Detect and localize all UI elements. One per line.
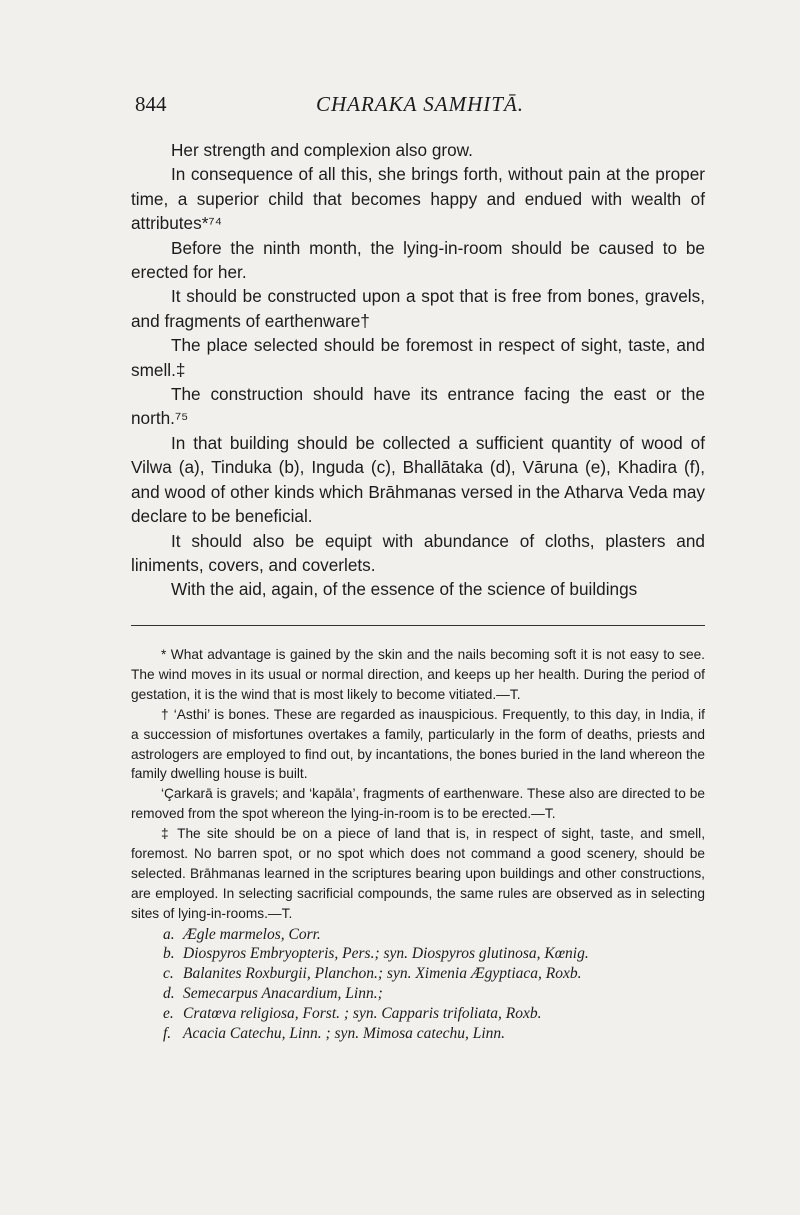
footnote: ‘Çarkarā is gravels; and ‘kapāla’, fragments of earthenware. These also are directed to be removed from the spot whereon the lying-in-room is to be erected.—T.: [131, 786, 705, 822]
main-text: [131, 138, 705, 602]
note-text: Diospyros Embryopteris, Pers.; syn. Diospyros glutinosa, Kœnig.: [183, 945, 589, 963]
note-text: Semecarpus Anacardium, Linn.;: [183, 985, 383, 1003]
botanical-notes: [163, 925, 705, 1044]
paragraph: Before the ninth month, the lying-in-room should be caused to be erected for her.: [131, 237, 705, 283]
note-letter: c.: [163, 965, 174, 983]
footnotes: [131, 645, 705, 1043]
footnote: † ‘Asthi’ is bones. These are regarded as inauspicious. Frequently, to this day, in India, if a succession of misfortunes overtakes a family, particularly in the form of deaths, priests and astrologers are employed to find out, by incantations, the bones buried in the land whereon the family dwelling house is built.: [131, 706, 705, 782]
paragraph: Her strength and complexion also grow.: [171, 140, 473, 160]
botanical-note: [163, 944, 705, 964]
botanical-note: [163, 925, 705, 945]
botanical-note: [163, 1004, 705, 1024]
note-text: Acacia Catechu, Linn. ; syn. Mimosa catechu, Linn.: [183, 1024, 506, 1042]
footnote-divider: [131, 625, 705, 626]
note-letter: f.: [163, 1024, 172, 1042]
paragraph: In that building should be collected a sufficient quantity of wood of Vilwa (a), Tinduka (b), Inguda (c), Bhallātaka (d), Vāruna (e), Khadira (f), and wood of other kinds which Brāhmanas versed in the Atharva Veda may declare to be beneficial.: [131, 432, 705, 527]
footnote: ‡ The site should be on a piece of land that is, in respect of sight, taste, and smell, foremost. No barren spot, or no spot which does not command a good scenery, should be selected. Brāhmanas learned in the scriptures bearing upon buildings and other constructions, are employed. In selecting sacrificial compounds, the same rules are observed as in selecting sites of lying-in-rooms.—T.: [131, 826, 705, 921]
paragraph: With the aid, again, of the essence of the science of buildings: [171, 579, 638, 600]
paragraph: The construction should have its entrance facing the east or the north.⁷⁵: [131, 384, 705, 429]
botanical-note: [163, 984, 705, 1004]
note-letter: b.: [163, 945, 175, 963]
note-text: Cratœva religiosa, Forst. ; syn. Capparis trifoliata, Roxb.: [183, 1004, 542, 1022]
paragraph: The place selected should be foremost in respect of sight, taste, and smell.‡: [131, 335, 705, 380]
botanical-note: [163, 1024, 705, 1044]
botanical-note: [163, 964, 705, 984]
footnote: * What advantage is gained by the skin and the nails becoming soft it is not easy to see. The wind moves in its usual or normal direction, and keeps up her health. During the period of gestation, it is the wind that is most likely to become vitiated.—T.: [131, 647, 705, 702]
page-header: [135, 92, 705, 126]
running-title: CHARAKA SAMHITĀ.: [315, 92, 525, 116]
paragraph: It should be constructed upon a spot that is free from bones, gravels, and fragments of earthenware†: [131, 286, 705, 331]
note-letter: e.: [163, 1004, 174, 1022]
note-text: Ægle marmelos, Corr.: [183, 925, 321, 943]
note-letter: d.: [163, 985, 175, 1003]
note-text: Balanites Roxburgii, Planchon.; syn. Ximenia Ægyptiaca, Roxb.: [183, 965, 582, 983]
page-number: 844: [135, 92, 167, 116]
paragraph: It should also be equipt with abundance of cloths, plasters and liniments, covers, and coverlets.: [131, 530, 705, 575]
paragraph: In consequence of all this, she brings forth, without pain at the proper time, a superior child that becomes happy and endued with wealth of attributes*⁷⁴: [131, 164, 705, 234]
note-letter: a.: [163, 925, 175, 943]
